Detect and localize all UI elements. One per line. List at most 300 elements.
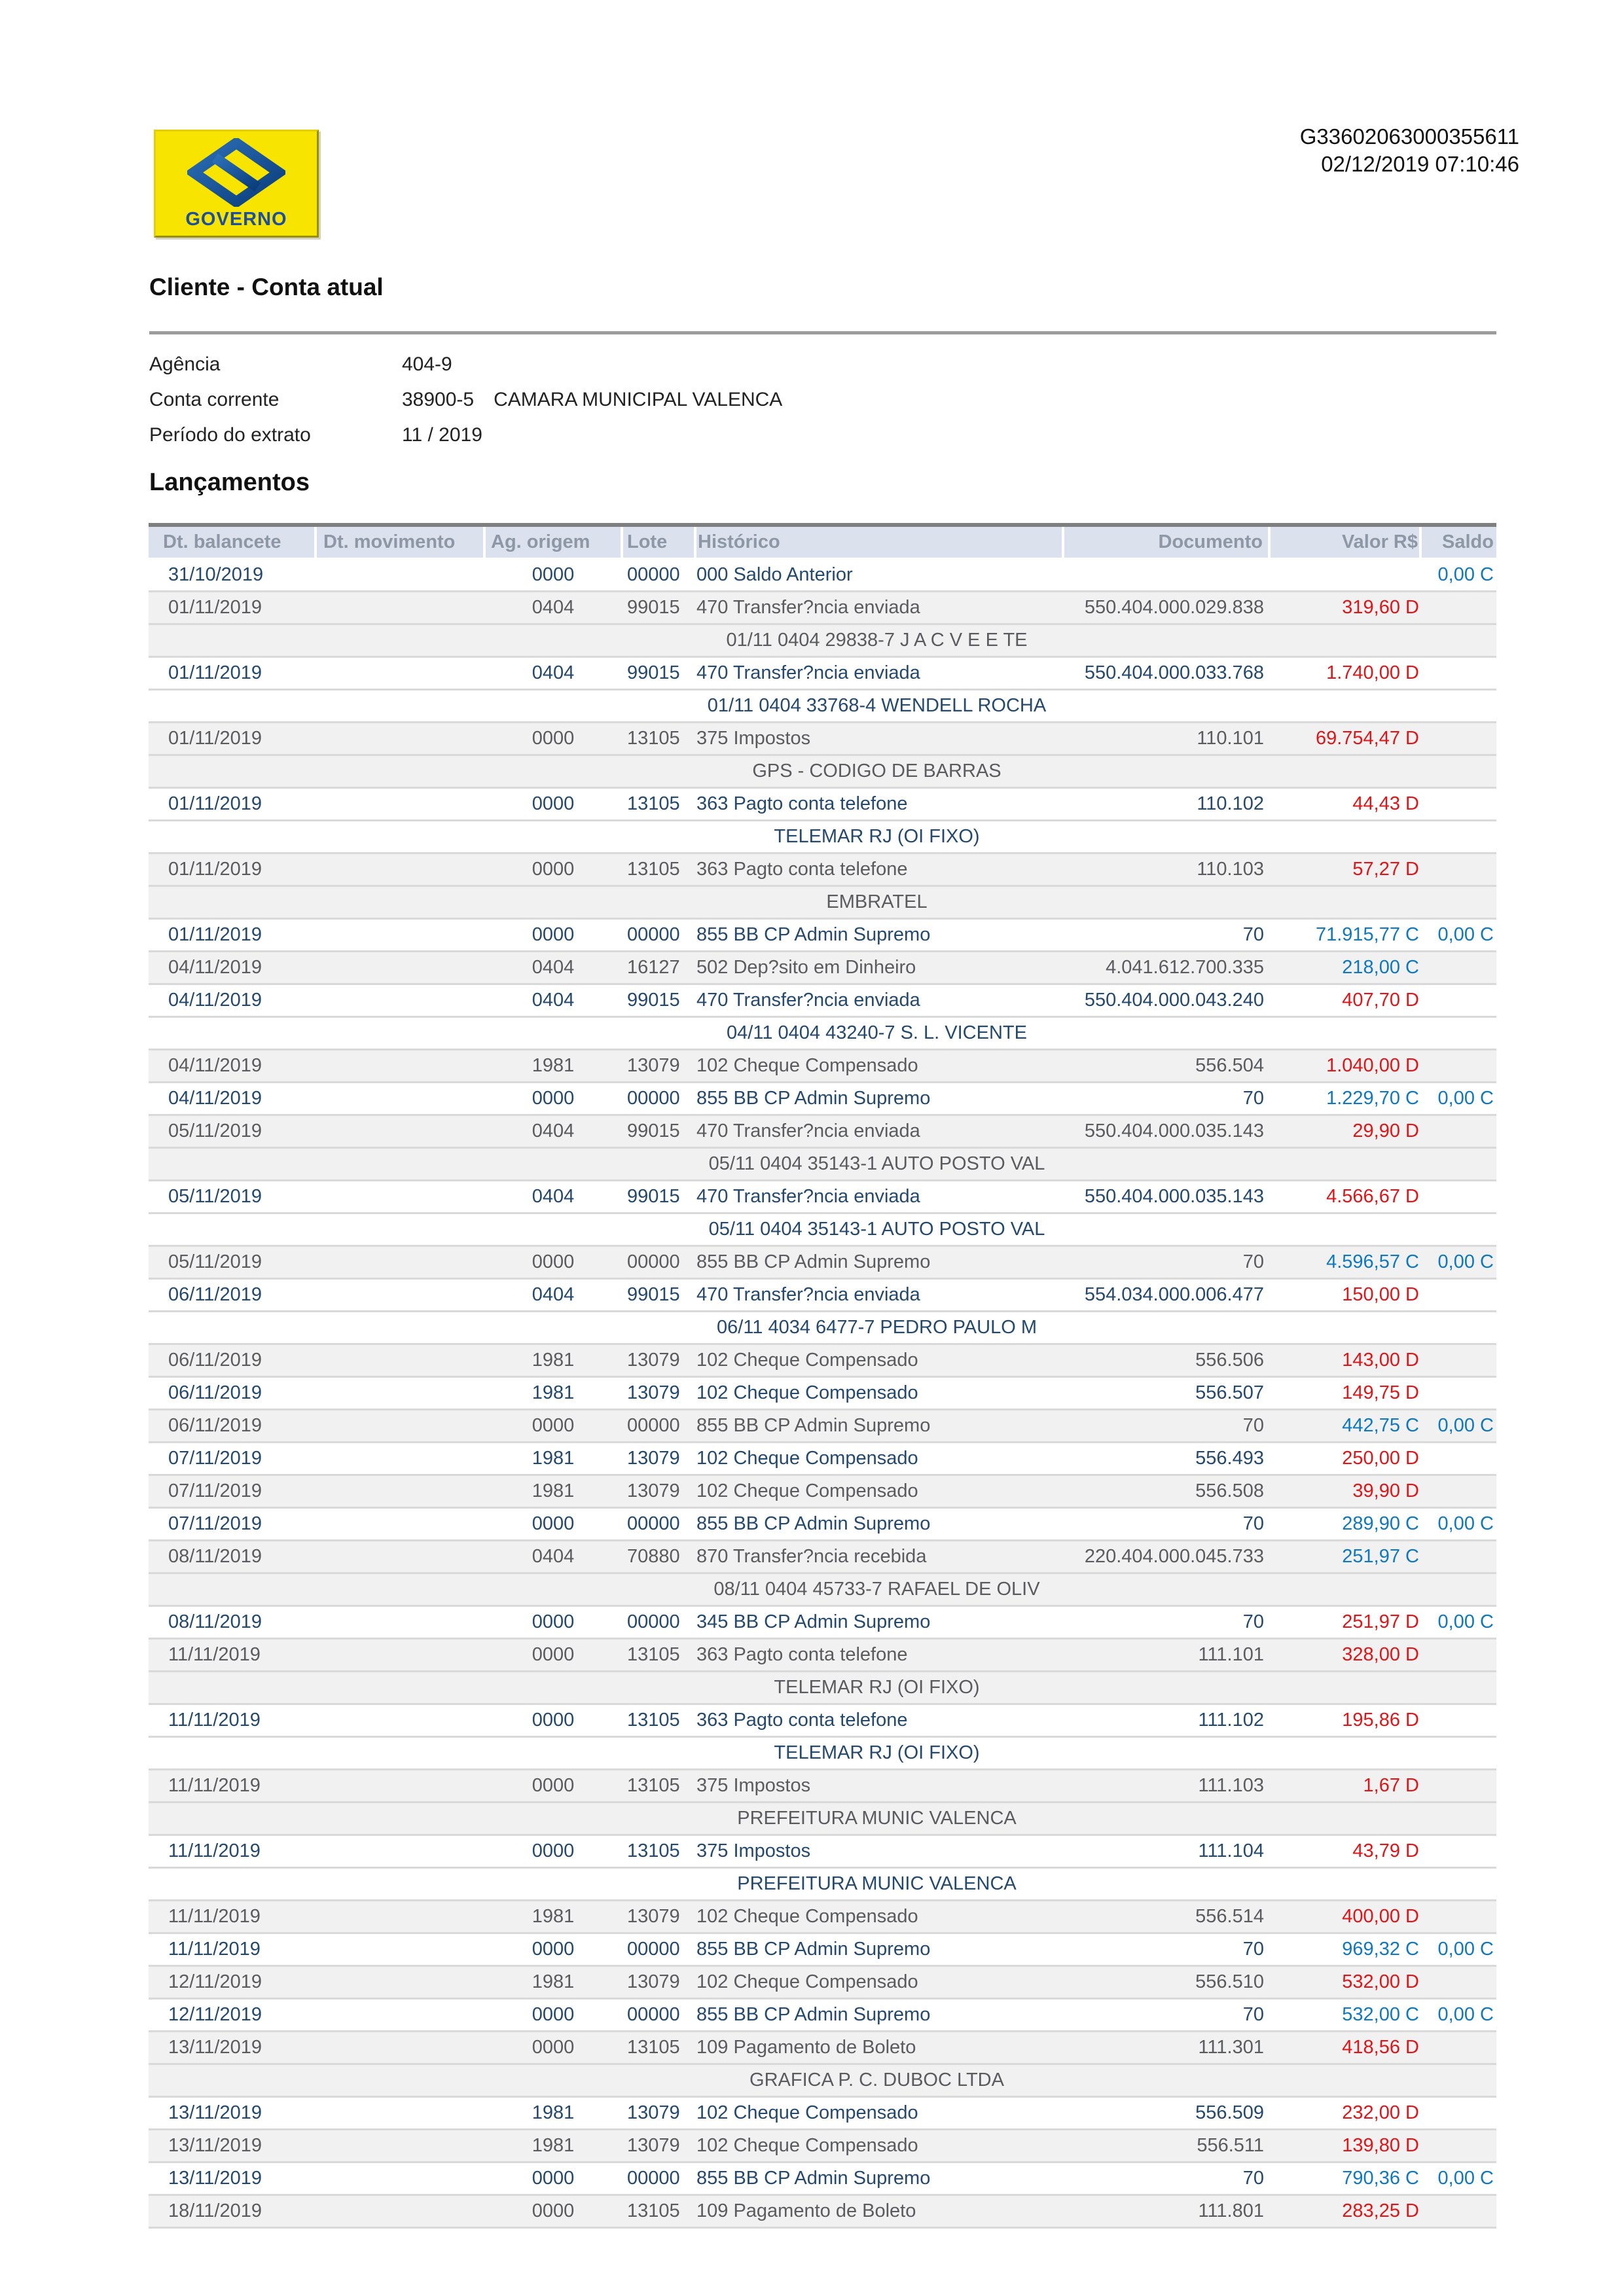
cell-lote: 13105 xyxy=(627,1775,680,1796)
cell-saldo: 0,00 C xyxy=(1437,924,1494,945)
cell-lote: 13079 xyxy=(627,1906,680,1927)
detail-row xyxy=(149,624,1496,657)
cell-documento: 111.104 xyxy=(1198,1840,1264,1861)
transaction-row xyxy=(149,1115,1496,1148)
detail-row xyxy=(149,690,1496,723)
cell-valor: 400,00 D xyxy=(1342,1906,1419,1927)
cell-saldo: 0,00 C xyxy=(1437,564,1494,585)
cell-valor: 1.040,00 D xyxy=(1326,1055,1419,1076)
cell-historico: 363 Pagto conta telefone xyxy=(696,1710,908,1731)
cell-saldo: 0,00 C xyxy=(1437,2004,1494,2025)
cell-dt-movimento xyxy=(316,1704,484,1737)
cell-valor xyxy=(1269,821,1420,853)
transaction-row xyxy=(149,1508,1496,1541)
cell-documento: 550.404.000.043.240 xyxy=(1084,990,1264,1011)
cell-dt-balancete xyxy=(149,2064,316,2097)
cell-saldo xyxy=(1420,2032,1496,2064)
cell-dt-movimento xyxy=(316,1966,484,1999)
cell-valor: 44,43 D xyxy=(1352,793,1419,814)
cell-documento: 110.103 xyxy=(1197,859,1264,880)
document-datetime: 02/12/2019 07:10:46 xyxy=(1321,152,1519,176)
cell-lote: 13079 xyxy=(627,1382,680,1403)
cell-dt-balancete: 06/11/2019 xyxy=(168,1382,262,1403)
document-id-block xyxy=(1300,123,1519,178)
detail-row xyxy=(149,1803,1496,1835)
transaction-row xyxy=(149,1901,1496,1933)
transaction-row xyxy=(149,1246,1496,1279)
cell-saldo xyxy=(1420,657,1496,690)
transaction-row xyxy=(149,2162,1496,2195)
cell-dt-movimento xyxy=(316,2195,484,2228)
cell-saldo: 0,00 C xyxy=(1437,2168,1494,2189)
cell-ag-origem: 0000 xyxy=(532,1415,575,1436)
cell-dt-balancete xyxy=(149,1213,316,1246)
cell-dt-movimento xyxy=(316,919,484,952)
detail-row xyxy=(149,1868,1496,1901)
cell-dt-balancete: 04/11/2019 xyxy=(168,990,262,1011)
cell-valor: 139,80 D xyxy=(1342,2135,1419,2156)
cell-historico: 855 BB CP Admin Supremo xyxy=(696,2168,931,2189)
cell-ag-origem: 0000 xyxy=(532,1840,575,1861)
cell-historico: 363 Pagto conta telefone xyxy=(696,859,908,880)
cell-saldo xyxy=(1420,1770,1496,1803)
cell-dt-balancete: 07/11/2019 xyxy=(168,1480,262,1501)
cell-documento: 4.041.612.700.335 xyxy=(1106,957,1264,978)
cell-saldo: 0,00 C xyxy=(1437,1088,1494,1109)
cell-historico: 470 Transfer?ncia enviada xyxy=(696,1284,920,1305)
cell-dt-movimento xyxy=(316,1737,484,1770)
cell-dt-movimento xyxy=(316,2064,484,2097)
cell-ag-origem: 0000 xyxy=(532,2200,575,2221)
cell-saldo: 0,00 C xyxy=(1437,1415,1494,1436)
cell-lote: 00000 xyxy=(627,1088,680,1109)
cell-valor xyxy=(1269,1312,1420,1344)
transaction-row xyxy=(149,1475,1496,1508)
detail-row xyxy=(149,1017,1496,1050)
cell-valor xyxy=(1269,1803,1420,1835)
cell-ag-origem: 0000 xyxy=(532,2037,575,2058)
cell-valor: 319,60 D xyxy=(1342,597,1419,618)
cell-valor: 71.915,77 C xyxy=(1315,924,1419,945)
cell-saldo xyxy=(1420,2097,1496,2130)
cell-saldo: 0,00 C xyxy=(1437,1513,1494,1534)
cell-valor: 969,32 C xyxy=(1342,1939,1419,1960)
transaction-row xyxy=(149,1410,1496,1443)
cell-valor xyxy=(1269,1737,1420,1770)
cell-lote: 99015 xyxy=(627,1284,680,1305)
cell-valor: 418,56 D xyxy=(1342,2037,1419,2058)
cell-dt-balancete: 01/11/2019 xyxy=(168,597,262,618)
detail-row xyxy=(149,1148,1496,1181)
transaction-row xyxy=(149,984,1496,1017)
cell-saldo xyxy=(1420,2130,1496,2162)
cell-saldo xyxy=(1420,1344,1496,1377)
cell-valor xyxy=(1269,1213,1420,1246)
cell-dt-balancete xyxy=(149,886,316,919)
cell-dt-movimento xyxy=(316,592,484,624)
cell-valor: 143,00 D xyxy=(1342,1350,1419,1371)
cell-detail-text: 06/11 4034 6477-7 PEDRO PAULO M xyxy=(717,1317,1037,1338)
cell-dt-balancete: 01/11/2019 xyxy=(168,924,262,945)
detail-row xyxy=(149,1737,1496,1770)
cell-dt-balancete: 06/11/2019 xyxy=(168,1415,262,1436)
cell-valor: 250,00 D xyxy=(1342,1448,1419,1469)
cell-dt-movimento xyxy=(316,723,484,755)
cell-documento: 70 xyxy=(1242,1611,1264,1632)
transaction-row xyxy=(149,1966,1496,1999)
cell-historico: 470 Transfer?ncia enviada xyxy=(696,1121,920,1141)
cell-dt-movimento xyxy=(316,1083,484,1115)
cell-dt-balancete: 11/11/2019 xyxy=(168,1775,261,1796)
cell-saldo xyxy=(1420,788,1496,821)
cell-lote: 00000 xyxy=(627,1611,680,1632)
cell-dt-balancete xyxy=(149,1312,316,1344)
cell-detail-text: 04/11 0404 43240-7 S. L. VICENTE xyxy=(727,1022,1027,1043)
cell-valor: 251,97 C xyxy=(1342,1546,1419,1567)
cell-dt-movimento xyxy=(316,1541,484,1573)
transaction-row xyxy=(149,1606,1496,1639)
conta-value: 38900-5 xyxy=(402,389,475,410)
transaction-row xyxy=(149,1443,1496,1475)
cell-documento: 556.508 xyxy=(1195,1480,1264,1501)
cell-detail-text: 08/11 0404 45733-7 RAFAEL DE OLIV xyxy=(713,1579,1040,1600)
cell-saldo xyxy=(1420,1443,1496,1475)
document-id: G33602063000355611 xyxy=(1299,124,1519,149)
cell-historico: 102 Cheque Compensado xyxy=(696,1480,918,1501)
cell-dt-movimento xyxy=(316,1017,484,1050)
cell-valor: 4.596,57 C xyxy=(1326,1251,1419,1272)
cell-saldo xyxy=(1420,624,1496,657)
cell-documento: 220.404.000.045.733 xyxy=(1084,1546,1264,1567)
cell-valor: 1,67 D xyxy=(1363,1775,1419,1796)
cell-valor: 328,00 D xyxy=(1342,1644,1419,1665)
col-historico: Histórico xyxy=(695,525,1063,559)
conta-row xyxy=(149,382,782,418)
cell-valor: 195,86 D xyxy=(1342,1710,1419,1731)
cell-saldo xyxy=(1420,1148,1496,1181)
cell-dt-balancete xyxy=(149,1803,316,1835)
cell-saldo xyxy=(1420,1017,1496,1050)
cell-lote: 99015 xyxy=(627,1186,680,1207)
cell-valor xyxy=(1269,1672,1420,1704)
cell-documento: 70 xyxy=(1242,1251,1264,1272)
cell-dt-movimento xyxy=(316,1410,484,1443)
cell-valor: 251,97 D xyxy=(1342,1611,1419,1632)
cell-dt-movimento xyxy=(316,657,484,690)
cell-documento: 550.404.000.035.143 xyxy=(1084,1186,1264,1207)
cell-ag-origem: 0000 xyxy=(532,564,575,585)
transactions-table-wrap xyxy=(149,523,1496,2229)
cell-saldo xyxy=(1420,1901,1496,1933)
cell-documento: 111.101 xyxy=(1198,1644,1264,1665)
cell-dt-balancete: 18/11/2019 xyxy=(168,2200,262,2221)
cell-dt-balancete: 05/11/2019 xyxy=(168,1186,262,1207)
cell-dt-balancete: 31/10/2019 xyxy=(168,564,264,585)
cell-saldo xyxy=(1420,984,1496,1017)
cell-dt-movimento xyxy=(316,559,484,592)
cell-dt-movimento xyxy=(316,1050,484,1083)
cell-historico: 102 Cheque Compensado xyxy=(696,2102,918,2123)
detail-row xyxy=(149,1672,1496,1704)
cell-ag-origem: 0404 xyxy=(532,1284,575,1305)
cell-dt-movimento xyxy=(316,1672,484,1704)
cell-lote: 13079 xyxy=(627,2102,680,2123)
cell-ag-origem: 1981 xyxy=(532,1906,575,1927)
cell-documento: 556.506 xyxy=(1195,1350,1264,1371)
cell-valor xyxy=(1269,690,1420,723)
transaction-row xyxy=(149,723,1496,755)
cell-lote: 00000 xyxy=(627,1415,680,1436)
cell-saldo xyxy=(1420,1279,1496,1312)
cell-ag-origem: 0000 xyxy=(532,1775,575,1796)
cell-ag-origem: 0000 xyxy=(532,924,575,945)
cell-ag-origem: 0000 xyxy=(532,1611,575,1632)
cell-dt-movimento xyxy=(316,1115,484,1148)
cell-ag-origem: 0404 xyxy=(532,957,575,978)
cell-saldo xyxy=(1420,755,1496,788)
cell-ag-origem: 0404 xyxy=(532,990,575,1011)
transaction-row xyxy=(149,1704,1496,1737)
cell-lote: 99015 xyxy=(627,1121,680,1141)
transaction-row xyxy=(149,1344,1496,1377)
cell-historico: 470 Transfer?ncia enviada xyxy=(696,1186,920,1207)
transaction-row xyxy=(149,657,1496,690)
cell-dt-movimento xyxy=(316,1377,484,1410)
cell-lote: 00000 xyxy=(627,564,680,585)
periodo-label: Período do extrato xyxy=(149,424,311,446)
cell-dt-balancete: 04/11/2019 xyxy=(168,1088,262,1109)
transaction-row xyxy=(149,2130,1496,2162)
cell-dt-balancete xyxy=(149,1148,316,1181)
cell-lote: 13079 xyxy=(627,1971,680,1992)
cell-detail-text: GPS - CODIGO DE BARRAS xyxy=(752,761,1001,781)
agencia-label: Agência xyxy=(149,353,221,375)
cell-historico: 102 Cheque Compensado xyxy=(696,1350,918,1371)
cell-valor: 149,75 D xyxy=(1342,1382,1419,1403)
cell-dt-movimento xyxy=(316,755,484,788)
cell-saldo xyxy=(1420,1704,1496,1737)
cell-dt-movimento xyxy=(316,886,484,919)
cell-saldo xyxy=(1420,952,1496,984)
cell-saldo xyxy=(1420,2195,1496,2228)
cell-dt-balancete xyxy=(149,1017,316,1050)
transaction-row xyxy=(149,1083,1496,1115)
transaction-row xyxy=(149,853,1496,886)
cell-dt-movimento xyxy=(316,2162,484,2195)
detail-row xyxy=(149,1312,1496,1344)
cell-ag-origem: 0404 xyxy=(532,1121,575,1141)
cell-lote: 99015 xyxy=(627,597,680,618)
cell-dt-movimento xyxy=(316,1639,484,1672)
cell-lote: 00000 xyxy=(627,1251,680,1272)
table-header-row xyxy=(149,525,1496,559)
transaction-row xyxy=(149,788,1496,821)
cell-detail-text: TELEMAR RJ (OI FIXO) xyxy=(774,1677,980,1698)
cell-dt-balancete: 01/11/2019 xyxy=(168,728,262,749)
cell-historico: 855 BB CP Admin Supremo xyxy=(696,1939,931,1960)
cell-lote: 13105 xyxy=(627,1840,680,1861)
cell-ag-origem: 0000 xyxy=(532,2168,575,2189)
cell-saldo xyxy=(1420,2064,1496,2097)
transaction-row xyxy=(149,1999,1496,2032)
cell-dt-balancete xyxy=(149,624,316,657)
cell-documento: 70 xyxy=(1242,1939,1264,1960)
cell-valor: 4.566,67 D xyxy=(1326,1186,1419,1207)
cell-documento: 556.504 xyxy=(1195,1055,1264,1076)
cell-dt-balancete: 11/11/2019 xyxy=(168,1906,261,1927)
cell-dt-balancete: 04/11/2019 xyxy=(168,957,262,978)
cell-detail-text: PREFEITURA MUNIC VALENCA xyxy=(737,1808,1017,1829)
cell-dt-movimento xyxy=(316,1835,484,1868)
cell-dt-movimento xyxy=(316,1246,484,1279)
cell-valor: 57,27 D xyxy=(1352,859,1419,880)
cell-documento: 556.507 xyxy=(1195,1382,1264,1403)
cell-historico: 109 Pagamento de Boleto xyxy=(696,2037,916,2058)
cell-dt-balancete: 11/11/2019 xyxy=(168,1710,261,1731)
cell-valor xyxy=(1269,755,1420,788)
cell-dt-balancete: 13/11/2019 xyxy=(168,2102,262,2123)
cell-detail-text: TELEMAR RJ (OI FIXO) xyxy=(774,826,980,847)
cell-documento: 110.102 xyxy=(1197,793,1264,814)
transaction-row xyxy=(149,952,1496,984)
cell-documento: 111.102 xyxy=(1198,1710,1264,1731)
cell-ag-origem: 0000 xyxy=(532,1088,575,1109)
cell-documento: 70 xyxy=(1242,1513,1264,1534)
cell-saldo xyxy=(1420,1868,1496,1901)
cell-documento: 550.404.000.033.768 xyxy=(1084,662,1264,683)
cell-detail-text: 05/11 0404 35143-1 AUTO POSTO VAL xyxy=(708,1219,1045,1240)
cell-lote: 00000 xyxy=(627,1513,680,1534)
conta-label: Conta corrente xyxy=(149,389,280,410)
cell-dt-movimento xyxy=(316,624,484,657)
cell-dt-balancete: 13/11/2019 xyxy=(168,2037,262,2058)
transaction-row xyxy=(149,2097,1496,2130)
cell-ag-origem: 0000 xyxy=(532,1939,575,1960)
cell-lote: 00000 xyxy=(627,2168,680,2189)
periodo-value: 11 / 2019 xyxy=(402,424,482,446)
cell-dt-movimento xyxy=(316,1999,484,2032)
cell-saldo xyxy=(1420,1966,1496,1999)
cell-documento: 550.404.000.029.838 xyxy=(1084,597,1264,618)
cell-dt-movimento xyxy=(316,1443,484,1475)
cell-ag-origem: 0000 xyxy=(532,859,575,880)
cell-dt-balancete: 08/11/2019 xyxy=(168,1546,262,1567)
client-section-title: Cliente - Conta atual xyxy=(149,274,384,300)
cell-valor: 407,70 D xyxy=(1342,990,1419,1011)
cell-lote: 16127 xyxy=(627,957,680,978)
cell-saldo xyxy=(1420,853,1496,886)
cell-dt-balancete: 11/11/2019 xyxy=(168,1840,261,1861)
col-dt-movimento: Dt. movimento xyxy=(316,525,484,559)
transaction-row xyxy=(149,1181,1496,1213)
cell-saldo xyxy=(1420,1737,1496,1770)
cell-lote: 00000 xyxy=(627,1939,680,1960)
cell-lote: 99015 xyxy=(627,990,680,1011)
cell-saldo: 0,00 C xyxy=(1437,1939,1494,1960)
cell-ag-origem: 0000 xyxy=(532,1251,575,1272)
cell-valor: 69.754,47 D xyxy=(1315,728,1419,749)
cell-saldo xyxy=(1420,1115,1496,1148)
cell-dt-balancete xyxy=(149,755,316,788)
cell-lote: 13079 xyxy=(627,1055,680,1076)
cell-documento: 550.404.000.035.143 xyxy=(1084,1121,1264,1141)
cell-historico: 102 Cheque Compensado xyxy=(696,1971,918,1992)
cell-valor xyxy=(1269,886,1420,919)
transaction-row xyxy=(149,1279,1496,1312)
col-ag-origem: Ag. origem xyxy=(484,525,622,559)
cell-saldo xyxy=(1420,1573,1496,1606)
cell-documento: 70 xyxy=(1242,2168,1264,2189)
cell-lote: 13105 xyxy=(627,728,680,749)
cell-historico: 855 BB CP Admin Supremo xyxy=(696,1513,931,1534)
cell-lote: 13079 xyxy=(627,1480,680,1501)
detail-row xyxy=(149,1573,1496,1606)
cell-dt-balancete: 05/11/2019 xyxy=(168,1251,262,1272)
cell-historico: 375 Impostos xyxy=(696,1775,811,1796)
cell-dt-balancete: 13/11/2019 xyxy=(168,2135,262,2156)
cell-valor: 1.229,70 C xyxy=(1326,1088,1419,1109)
cell-valor: 289,90 C xyxy=(1342,1513,1419,1534)
transaction-row xyxy=(149,919,1496,952)
cell-dt-movimento xyxy=(316,1312,484,1344)
cell-dt-balancete: 08/11/2019 xyxy=(168,1611,262,1632)
transaction-row xyxy=(149,1770,1496,1803)
cell-ag-origem: 1981 xyxy=(532,2102,575,2123)
cell-saldo: 0,00 C xyxy=(1437,1611,1494,1632)
cell-dt-balancete: 12/11/2019 xyxy=(168,2004,262,2025)
cell-lote: 13105 xyxy=(627,2200,680,2221)
cell-detail-text: TELEMAR RJ (OI FIXO) xyxy=(774,1742,980,1763)
cell-dt-balancete: 12/11/2019 xyxy=(168,1971,262,1992)
cell-saldo xyxy=(1420,1312,1496,1344)
cell-historico: 102 Cheque Compensado xyxy=(696,1055,918,1076)
cell-saldo xyxy=(1420,821,1496,853)
cell-dt-balancete: 04/11/2019 xyxy=(168,1055,262,1076)
cell-dt-balancete: 06/11/2019 xyxy=(168,1284,262,1305)
cell-ag-origem: 1981 xyxy=(532,1448,575,1469)
agencia-value: 404-9 xyxy=(402,353,452,375)
cell-valor: 29,90 D xyxy=(1352,1121,1419,1141)
cell-dt-movimento xyxy=(316,1868,484,1901)
cell-lote: 13079 xyxy=(627,2135,680,2156)
detail-row xyxy=(149,821,1496,853)
cell-documento: 556.511 xyxy=(1197,2135,1264,2156)
cell-lote: 00000 xyxy=(627,2004,680,2025)
cell-dt-movimento xyxy=(316,1573,484,1606)
cell-saldo xyxy=(1420,723,1496,755)
cell-valor: 39,90 D xyxy=(1352,1480,1419,1501)
cell-historico: 870 Transfer?ncia recebida xyxy=(696,1546,927,1567)
transaction-row xyxy=(149,1639,1496,1672)
cell-valor xyxy=(1269,1017,1420,1050)
client-info xyxy=(149,347,782,453)
cell-ag-origem: 0404 xyxy=(532,662,575,683)
cell-dt-movimento xyxy=(316,853,484,886)
cell-ag-origem: 1981 xyxy=(532,2135,575,2156)
cell-saldo xyxy=(1420,1475,1496,1508)
cell-ag-origem: 1981 xyxy=(532,1055,575,1076)
cell-dt-balancete xyxy=(149,690,316,723)
cell-historico: 855 BB CP Admin Supremo xyxy=(696,2004,931,2025)
cell-saldo xyxy=(1420,1639,1496,1672)
detail-row xyxy=(149,1213,1496,1246)
cell-ag-origem: 1981 xyxy=(532,1350,575,1371)
cell-historico: 375 Impostos xyxy=(696,728,811,749)
cell-historico: 470 Transfer?ncia enviada xyxy=(696,990,920,1011)
cell-saldo xyxy=(1420,1803,1496,1835)
cell-lote: 13105 xyxy=(627,1710,680,1731)
cell-documento xyxy=(1063,559,1269,592)
